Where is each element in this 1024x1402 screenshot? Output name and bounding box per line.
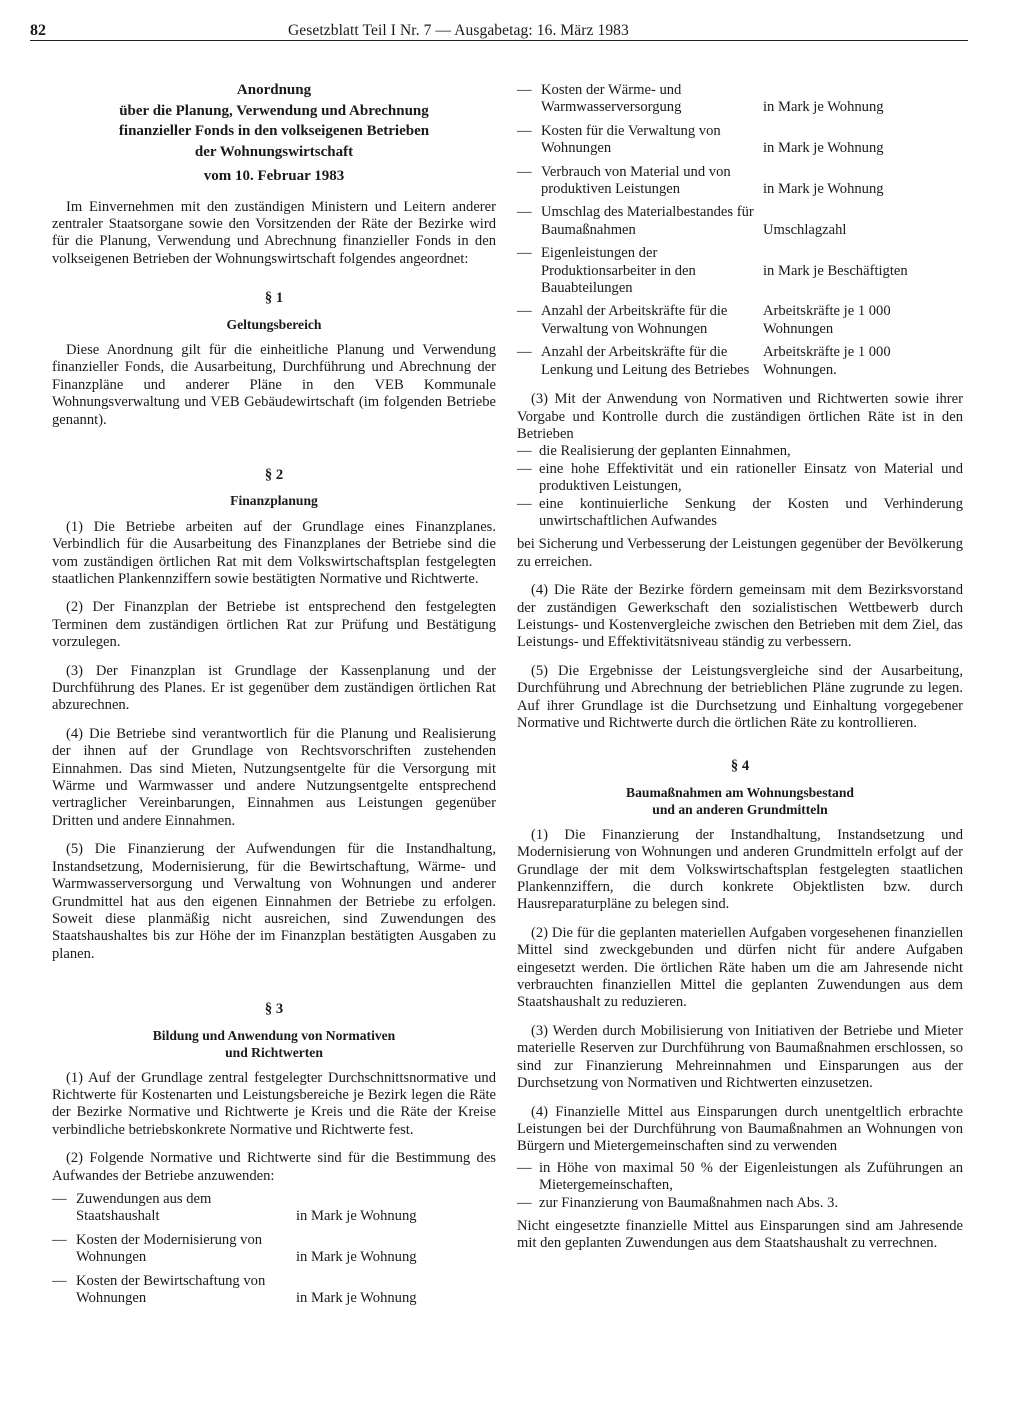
heading-line: Baumaßnahmen am Wohnungsbestand: [626, 784, 854, 800]
dash-marker: —: [52, 1190, 67, 1207]
list-item: [517, 245, 963, 297]
normative-label: Kosten der Wärme- und Warmwasserversorgung: [541, 82, 682, 116]
dash-marker: —: [517, 163, 532, 180]
gazette-title: Gesetzblatt Teil I Nr. 7 — Ausgabetag: 16. März 1983: [288, 22, 629, 39]
section-1-heading: Geltungsbereich: [226, 316, 322, 332]
title-line: finanzieller Fonds in den volkseigenen Betrieben: [118, 123, 430, 139]
page-number: 82: [30, 22, 46, 39]
list-item: [52, 1232, 496, 1267]
right-column: [517, 82, 963, 1253]
section-4-paragraph-4: (4) Finanzielle Mittel aus Einsparungen durch unentgeltlich erbrachte Leistungen bei der Durchführung von Baumaßnahmen an Wohnungen von Bürgern und Mietergemeinschaften sind zu verwenden: [517, 1103, 963, 1155]
header-divider: [30, 40, 968, 41]
left-column: [52, 80, 496, 1313]
bullet-text: zur Finanzierung von Baumaßnahmen nach Abs. 3.: [539, 1194, 839, 1211]
title-line: der Wohnungswirtschaft: [194, 143, 354, 160]
list-item: [517, 204, 963, 239]
heading-line: und Richtwerten: [225, 1044, 323, 1060]
list-item: [517, 164, 963, 199]
document-date: vom 10. Februar 1983: [203, 168, 345, 184]
list-item: [517, 303, 963, 338]
dash-marker: —: [517, 495, 532, 512]
bullet-text: eine hohe Effektivität und ein rationeller Einsatz von Material und produktiven Leistungen,: [539, 460, 963, 495]
dash-marker: —: [517, 245, 532, 262]
section-2-paragraph-4: (4) Die Betriebe sind verantwortlich für die Planung und Realisierung der ihnen auf der Grundlage von Rechtsvorschriften zustehenden Einnahmen. Das sind Mieten, Nutzungsentgelte für die Versorgung mit Wärme und Warmwasser und andere Nutzungsentgelte entsprechend vertraglicher Vereinbarungen, Einnahmen aus Leistungen gegenüber Dritten und andere Einnahmen.: [52, 725, 496, 829]
heading-line: und an anderen Grundmitteln: [652, 801, 828, 817]
bullet-text: eine kontinuierliche Senkung der Kosten und Verhinderung unwirtschaftlichen Aufwandes: [539, 495, 963, 529]
normative-unit: Arbeitskräfte je 1 000 Wohnungen.: [763, 344, 891, 378]
document-title: [52, 80, 496, 187]
dash-marker: —: [517, 204, 532, 221]
section-2-heading: Finanzplanung: [230, 493, 318, 509]
section-2-paragraph-1: (1) Die Betriebe arbeiten auf der Grundlage eines Finanzplanes. Verbindlich für die Ausarbeitung des Finanzplanes der Betriebe sind die vom zuständigen örtlichen Rat mit dem Volkswirtschaftsplan festgelegten staatlichen Plankennziffern sowie bestätigten Normative und Richtwerte.: [52, 518, 496, 587]
normative-label: Zuwendungen aus dem Staatshaushalt: [76, 1190, 212, 1225]
normative-label: Kosten der Bewirtschaftung von Wohnungen: [76, 1272, 266, 1306]
dash-marker: —: [517, 1159, 532, 1176]
list-item: [517, 461, 963, 496]
normative-unit: in Mark je Wohnung: [296, 1208, 417, 1225]
heading-line: Bildung und Anwendung von Normativen: [152, 1027, 396, 1043]
section-4-paragraph-1: (1) Die Finanzierung der Instandhaltung, Instandsetzung und Modernisierung von Wohnungen und anderen Grundmitteln erfolgt auf der Grundlage der mit dem Volkswirtschaftsplan festgelegten staatlichen Plankennziffern, die durch konkrete Objektlisten bzw. durch Hausreparaturpläne zu belegen sind.: [517, 826, 963, 913]
dash-marker: —: [52, 1231, 67, 1248]
section-1-text: Diese Anordnung gilt für die einheitliche Planung und Verwendung finanzieller Fonds, die Ausarbeitung, Durchführung und Abrechnung der Finanzpläne und anderer Pläne in den VEB Kommunale Wohnungsverwaltung und VEB Gebäudewirtschaft (im folgenden Betriebe genannt).: [52, 341, 496, 428]
normative-unit: in Mark je Wohnung: [763, 181, 884, 198]
dash-marker: —: [517, 122, 532, 139]
section-4-paragraph-3: (3) Werden durch Mobilisierung von Initiativen der Betriebe und Mieter materielle Reserven zur Durchführung von Baumaßnahmen erschlossen, so sind zur Finanzierung Mehreinnahmen und Einsparungen aus der Durchsetzung von Normativen und Richtwerten einzusetzen.: [517, 1022, 963, 1092]
list-item: [517, 1195, 963, 1212]
list-item: [517, 496, 963, 531]
dash-marker: —: [517, 460, 532, 477]
section-3-bullets: [517, 443, 963, 530]
section-3-paragraph-3-end: bei Sicherung und Verbesserung der Leistungen gegenüber der Bevölkerung zu erreichen.: [517, 536, 963, 570]
section-4-paragraph-2: (2) Die für die geplanten materiellen Aufgaben vorgesehenen finanziellen Mittel sind zweckgebunden und dürfen nicht für andere Aufgaben eingesetzt werden. Die örtlichen Räte haben um die am Jahresende nicht verbrauchten finanziellen Mittel die geplanten Zuwendungen aus dem Staatshaushalt zu reduzieren.: [517, 924, 963, 1011]
normative-list-right: [517, 82, 963, 379]
normative-unit: in Mark je Wohnung: [763, 140, 884, 157]
title-line: Anordnung: [236, 82, 312, 98]
intro-paragraph: Im Einvernehmen mit den zuständigen Ministern und Leitern anderer zentraler Staatsorgane sowie den Vorsitzenden der Räte der Bezirke wird für die Planung, Verwendung und Abrechnung finanzieller Fonds in den volkseigenen Betrieben der Wohnungswirtschaft folgendes angeordnet:: [52, 198, 496, 267]
normative-label: Verbrauch von Material und von produktiven Leistungen: [541, 163, 731, 198]
section-3-paragraph-5: (5) Die Ergebnisse der Leistungsvergleiche sind der Ausarbeitung, Durchführung und Abrechnung der betrieblichen Pläne zugrunde zu legen. Auf ihrer Grundlage ist die Durchsetzung und Einhaltung vorgegebener Normative und Richtwerte durch die örtlichen Räte zu kontrollieren.: [517, 662, 963, 731]
normative-unit: in Mark je Beschäftigten: [763, 262, 908, 279]
normative-label: Eigenleistungen der Produktionsarbeiter in den Bauabteilungen: [541, 245, 696, 297]
dash-marker: —: [517, 303, 532, 320]
list-item: [517, 344, 963, 379]
section-2-paragraph-5: (5) Die Finanzierung der Aufwendungen für die Instandhaltung, Instandsetzung, Modernisierung, für die Bewirtschaftung, Wärme- und Warmwasserversorgung und Verwaltung von Wohnungen und anderer Grundmittel hat aus den eigenen Einnahmen der Betriebe zu erfolgen. Soweit diese planmäßig nicht ausreichen, sind Zuwendungen des Staatshaushaltes bis zur Höhe der im Finanzplan bestätigten Ausgaben zu planen.: [52, 841, 496, 962]
section-4-bullets: [517, 1160, 963, 1212]
dash-marker: —: [52, 1272, 67, 1289]
section-4-paragraph-4-end: Nicht eingesetzte finanzielle Mittel aus Einsparungen sind am Jahresende mit den geplanten Zuwendungen aus dem Staatshaushalt zu verrechnen.: [517, 1217, 963, 1252]
section-3-paragraph-4: (4) Die Räte der Bezirke fördern gemeinsam mit dem Bezirksvorstand der zuständigen Gewerkschaft den sozialistischen Wettbewerb durch Leistungs- und Kostenvergleiche zwischen den Betrieben mit dem Ziel, das Leistungs- und Effektivitätsniveau ständig zu verbessern.: [517, 582, 963, 651]
dash-marker: —: [517, 1194, 532, 1211]
section-2-number: § 2: [264, 466, 284, 483]
normative-unit: in Mark je Wohnung: [296, 1289, 417, 1306]
normative-list-left: [52, 1191, 496, 1307]
dash-marker: —: [517, 344, 532, 361]
normative-label: Umschlag des Materialbestandes für Baumaßnahmen: [541, 204, 754, 238]
title-line: über die Planung, Verwendung und Abrechnung: [119, 102, 429, 119]
section-4-number: § 4: [730, 758, 750, 775]
normative-unit: Umschlagzahl: [763, 221, 847, 238]
section-4-heading: [517, 784, 963, 818]
section-3-heading: [52, 1027, 496, 1061]
bullet-text: die Realisierung der geplanten Einnahmen,: [539, 443, 791, 460]
section-2-paragraph-3: (3) Der Finanzplan ist Grundlage der Kassenplanung und der Durchführung des Planes. Er ist gegenüber dem zuständigen örtlichen Rat abzurechnen.: [52, 662, 496, 714]
section-3-paragraph-3: (3) Mit der Anwendung von Normativen und Richtwerten sowie ihrer Vorgabe und Kontrolle durch die zuständigen örtlichen Räte ist in den Betrieben: [517, 391, 963, 442]
list-item: [517, 443, 963, 460]
normative-unit: in Mark je Wohnung: [296, 1249, 417, 1266]
list-item: [52, 1191, 496, 1226]
section-3-number: § 3: [264, 1001, 284, 1018]
dash-marker: —: [517, 82, 532, 98]
list-item: [52, 1273, 496, 1308]
list-item: [517, 1160, 963, 1195]
section-3-paragraph-1: (1) Auf der Grundlage zentral festgelegter Durchschnittsnormative und Richtwerte für Kostenarten und Leistungsbereiche je Bezirk legen die Räte der Bezirke Normative und Richtwerte je Kreis und die Räte der Kreise verbindliche betriebskonkrete Normative und Richtwerte fest.: [52, 1069, 496, 1138]
normative-unit: Arbeitskräfte je 1 000 Wohnungen: [763, 303, 891, 337]
normative-label: Kosten für die Verwaltung von Wohnungen: [541, 122, 721, 157]
section-2-paragraph-2: (2) Der Finanzplan der Betriebe ist entsprechend den festgelegten Terminen dem zuständigen örtlichen Rat zur Prüfung und Bestätigung vorzulegen.: [52, 599, 496, 651]
normative-label: Anzahl der Arbeitskräfte für die Verwaltung von Wohnungen: [541, 303, 728, 337]
normative-label: Anzahl der Arbeitskräfte für die Lenkung und Leitung des Betriebes: [541, 344, 750, 378]
dash-marker: —: [517, 443, 532, 460]
normative-unit: in Mark je Wohnung: [763, 99, 884, 116]
section-1-number: § 1: [264, 290, 284, 307]
section-3-paragraph-2: (2) Folgende Normative und Richtwerte sind für die Bestimmung des Aufwandes der Betriebe anzuwenden:: [52, 1150, 496, 1184]
list-item: [517, 123, 963, 158]
list-item: [517, 82, 963, 117]
bullet-text: in Höhe von maximal 50 % der Eigenleistungen als Zuführungen an Mietergemeinschaften,: [539, 1159, 963, 1194]
normative-label: Kosten der Modernisierung von Wohnungen: [76, 1231, 263, 1266]
